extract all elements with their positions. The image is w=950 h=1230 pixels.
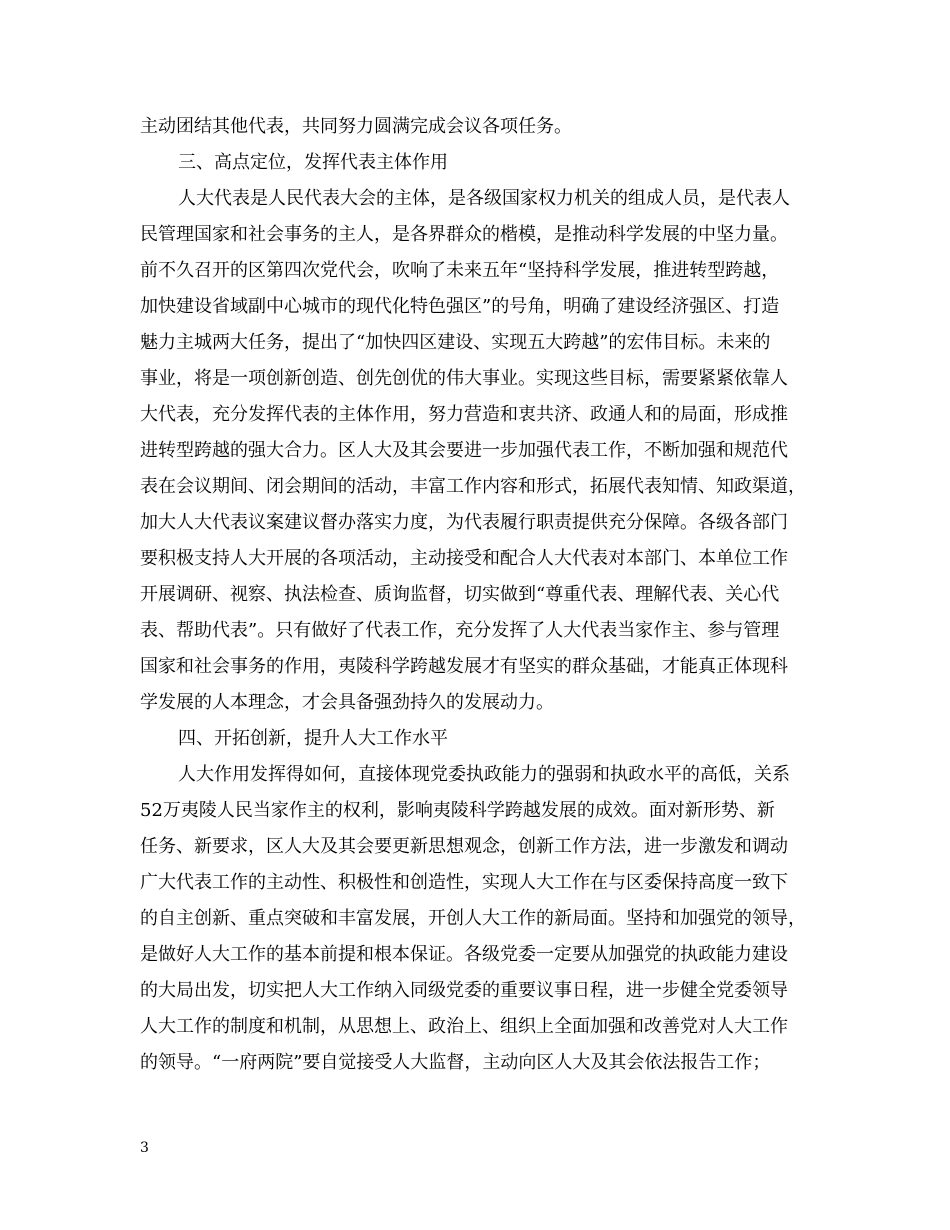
text-line: 魅力主城两大任务，提出了“加快四区建设、实现五大跨越”的宏伟目标。未来的 (140, 332, 771, 353)
text-line: 的领导。“一府两院”要自觉接受人大监督，主动向区人大及其会依法报告工作； (140, 1052, 771, 1073)
text-line: 要积极支持人大开展的各项活动，主动接受和配合人大代表对本部门、本单位工作 (140, 548, 788, 569)
text-line: 加大人大代表议案建议督办落实力度，为代表履行职责提供充分保障。各级各部门 (140, 512, 788, 533)
text-line: 人大工作的制度和机制，从思想上、政治上、组织上全面加强和改善党对人大工作 (140, 1016, 788, 1037)
section-heading: 三、高点定位，发挥代表主体作用 (178, 152, 448, 173)
text-line: 的大局出发，切实把人大工作纳入同级党委的重要议事日程，进一步健全党委领导 (140, 980, 788, 1001)
text-line: 表在会议期间、闭会期间的活动，丰富工作内容和形式，拓展代表知情、知政渠道， (140, 476, 806, 497)
text-line: 主动团结其他代表，共同努力圆满完成会议各项任务。 (140, 116, 572, 137)
text-line: 广大代表工作的主动性、积极性和创造性，实现人大工作在与区委保持高度一致下 (140, 872, 788, 893)
text-line: 任务、新要求，区人大及其会要更新思想观念，创新工作方法，进一步激发和调动 (140, 836, 788, 857)
text-line: 的自主创新、重点突破和丰富发展，开创人大工作的新局面。坚持和加强党的领导， (140, 908, 806, 929)
text-line: 人大作用发挥得如何，直接体现党委执政能力的强弱和执政水平的高低，关系 (178, 764, 790, 785)
text-line: 民管理国家和社会事务的主人，是各界群众的楷模，是推动科学发展的中坚力量。 (140, 224, 788, 245)
text-line: 表、帮助代表”。只有做好了代表工作，充分发挥了人大代表当家作主、参与管理 (140, 620, 780, 641)
text-line: 是做好人大工作的基本前提和根本保证。各级党委一定要从加强党的执政能力建设 (140, 944, 788, 965)
text-line: 前不久召开的区第四次党代会，吹响了未来五年“坚持科学发展，推进转型跨越， (140, 260, 780, 281)
text-line: 人大代表是人民代表大会的主体，是各级国家权力机关的组成人员，是代表人 (178, 188, 790, 209)
text-line: 开展调研、视察、执法检查、质询监督，切实做到“尊重代表、理解代表、关心代 (140, 584, 780, 605)
text-line: 加快建设省域副中心城市的现代化特色强区”的号角，明确了建设经济强区、打造 (140, 296, 780, 317)
text-line: 大代表，充分发挥代表的主体作用，努力营造和衷共济、政通人和的局面，形成推 (140, 404, 788, 425)
text-line: 国家和社会事务的作用，夷陵科学跨越发展才有坚实的群众基础，才能真正体现科 (140, 656, 788, 677)
text-line: 52万夷陵人民当家作主的权利，影响夷陵科学跨越发展的成效。面对新形势、新 (140, 800, 775, 821)
page-number: 3 (140, 1140, 149, 1156)
section-heading: 四、开拓创新，提升人大工作水平 (178, 728, 448, 749)
text-line: 进转型跨越的强大合力。区人大及其会要进一步加强代表工作，不断加强和规范代 (140, 440, 788, 461)
text-line: 学发展的人本理念，才会具备强劲持久的发展动力。 (140, 692, 554, 713)
text-line: 事业，将是一项创新创造、创先创优的伟大事业。实现这些目标，需要紧紧依靠人 (140, 368, 788, 389)
